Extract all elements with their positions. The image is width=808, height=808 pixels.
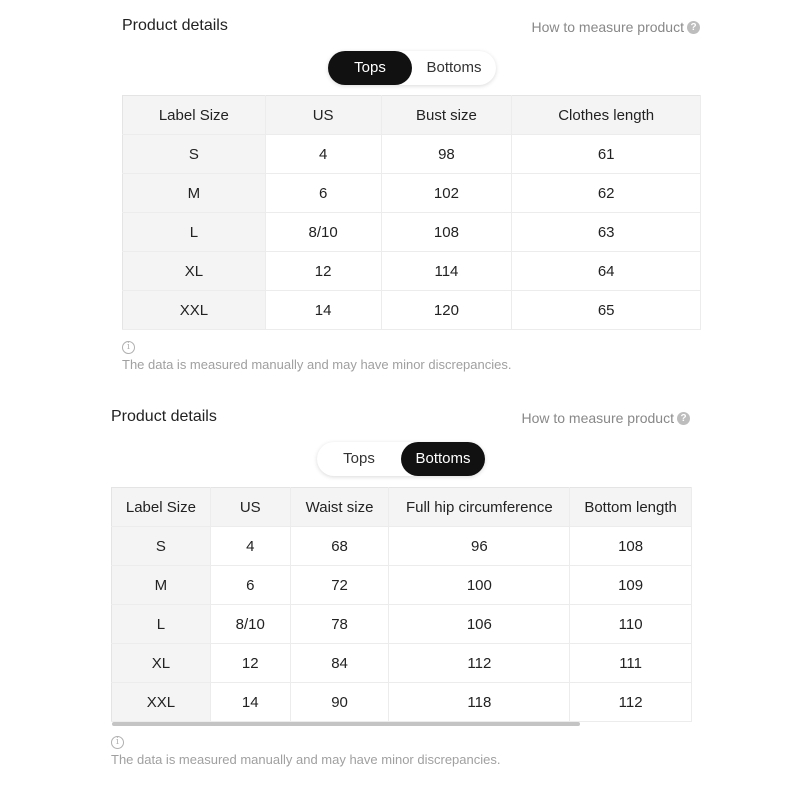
tops-size-panel xyxy=(122,14,702,372)
table-cell: 114 xyxy=(381,252,512,291)
table-cell: 109 xyxy=(570,566,692,605)
tab-tops[interactable]: Tops xyxy=(328,51,412,85)
table-cell: 84 xyxy=(290,644,389,683)
table-cell: M xyxy=(112,566,211,605)
table-cell: XL xyxy=(123,252,266,291)
table-cell: 112 xyxy=(570,683,692,722)
column-header: Full hip circumference xyxy=(389,488,570,527)
table-cell: L xyxy=(112,605,211,644)
table-cell: 68 xyxy=(290,527,389,566)
table-cell: 14 xyxy=(210,683,290,722)
column-header: Label Size xyxy=(112,488,211,527)
column-header: Bottom length xyxy=(570,488,692,527)
table-cell: 72 xyxy=(290,566,389,605)
table-cell: 108 xyxy=(381,213,512,252)
table-cell: M xyxy=(123,174,266,213)
how-to-measure-label: How to measure product xyxy=(521,410,674,426)
how-to-measure-link[interactable] xyxy=(531,19,700,35)
table-cell: 108 xyxy=(570,527,692,566)
table-cell: 98 xyxy=(381,135,512,174)
table-cell: 62 xyxy=(512,174,701,213)
column-header: US xyxy=(265,96,381,135)
column-header: Waist size xyxy=(290,488,389,527)
table-cell: 118 xyxy=(389,683,570,722)
table-cell: 12 xyxy=(210,644,290,683)
table-cell: S xyxy=(123,135,266,174)
table-cell: 8/10 xyxy=(210,605,290,644)
measurement-disclaimer xyxy=(122,341,511,372)
table-header-row xyxy=(123,96,701,135)
panel-title: Product details xyxy=(122,17,228,34)
tab-tops[interactable]: Tops xyxy=(343,450,375,467)
table-cell: S xyxy=(112,527,211,566)
column-header: Clothes length xyxy=(512,96,701,135)
table-cell: 78 xyxy=(290,605,389,644)
table-header-row xyxy=(112,488,692,527)
tab-bottoms[interactable]: Bottoms xyxy=(426,59,482,76)
table-cell: 96 xyxy=(389,527,570,566)
info-icon: i xyxy=(111,736,124,749)
table-cell: 65 xyxy=(512,291,701,330)
table-cell: 14 xyxy=(265,291,381,330)
how-to-measure-link[interactable] xyxy=(521,410,690,426)
table-row xyxy=(123,213,701,252)
table-cell: 63 xyxy=(512,213,701,252)
table-cell: 4 xyxy=(265,135,381,174)
table-cell: XXL xyxy=(123,291,266,330)
size-table xyxy=(122,95,701,330)
table-row xyxy=(112,683,692,722)
tops-bottoms-switch xyxy=(317,442,485,476)
table-row xyxy=(112,605,692,644)
how-to-measure-label: How to measure product xyxy=(531,19,684,35)
table-cell: 102 xyxy=(381,174,512,213)
table-cell: 90 xyxy=(290,683,389,722)
table-cell: XL xyxy=(112,644,211,683)
question-mark-icon: ? xyxy=(687,21,700,34)
table-row xyxy=(123,135,701,174)
table-row xyxy=(123,291,701,330)
table-cell: 6 xyxy=(210,566,290,605)
column-header: Label Size xyxy=(123,96,266,135)
table-cell: 106 xyxy=(389,605,570,644)
disclaimer-text: The data is measured manually and may have minor discrepancies. xyxy=(122,357,512,372)
table-cell: 12 xyxy=(265,252,381,291)
size-table xyxy=(111,487,692,722)
question-mark-icon: ? xyxy=(677,412,690,425)
table-cell: 64 xyxy=(512,252,701,291)
panel-header xyxy=(122,14,702,42)
table-row xyxy=(112,566,692,605)
table-cell: 6 xyxy=(265,174,381,213)
table-cell: 111 xyxy=(570,644,692,683)
table-cell: 112 xyxy=(389,644,570,683)
table-cell: 4 xyxy=(210,527,290,566)
table-row xyxy=(112,527,692,566)
table-cell: 100 xyxy=(389,566,570,605)
bottoms-size-panel xyxy=(111,405,692,767)
table-row xyxy=(112,644,692,683)
info-icon: i xyxy=(122,341,135,354)
tops-bottoms-switch xyxy=(328,51,496,85)
table-cell: 8/10 xyxy=(265,213,381,252)
measurement-disclaimer xyxy=(111,736,500,767)
panel-header xyxy=(111,405,692,433)
table-cell: 61 xyxy=(512,135,701,174)
disclaimer-text: The data is measured manually and may have minor discrepancies. xyxy=(111,752,501,767)
table-cell: L xyxy=(123,213,266,252)
column-header: Bust size xyxy=(381,96,512,135)
panel-title: Product details xyxy=(111,408,217,425)
table-row xyxy=(123,174,701,213)
table-cell: 120 xyxy=(381,291,512,330)
tab-bottoms[interactable]: Bottoms xyxy=(401,442,485,476)
table-row xyxy=(123,252,701,291)
table-horizontal-scrollbar[interactable] xyxy=(112,722,580,726)
table-cell: 110 xyxy=(570,605,692,644)
table-cell: XXL xyxy=(112,683,211,722)
column-header: US xyxy=(210,488,290,527)
